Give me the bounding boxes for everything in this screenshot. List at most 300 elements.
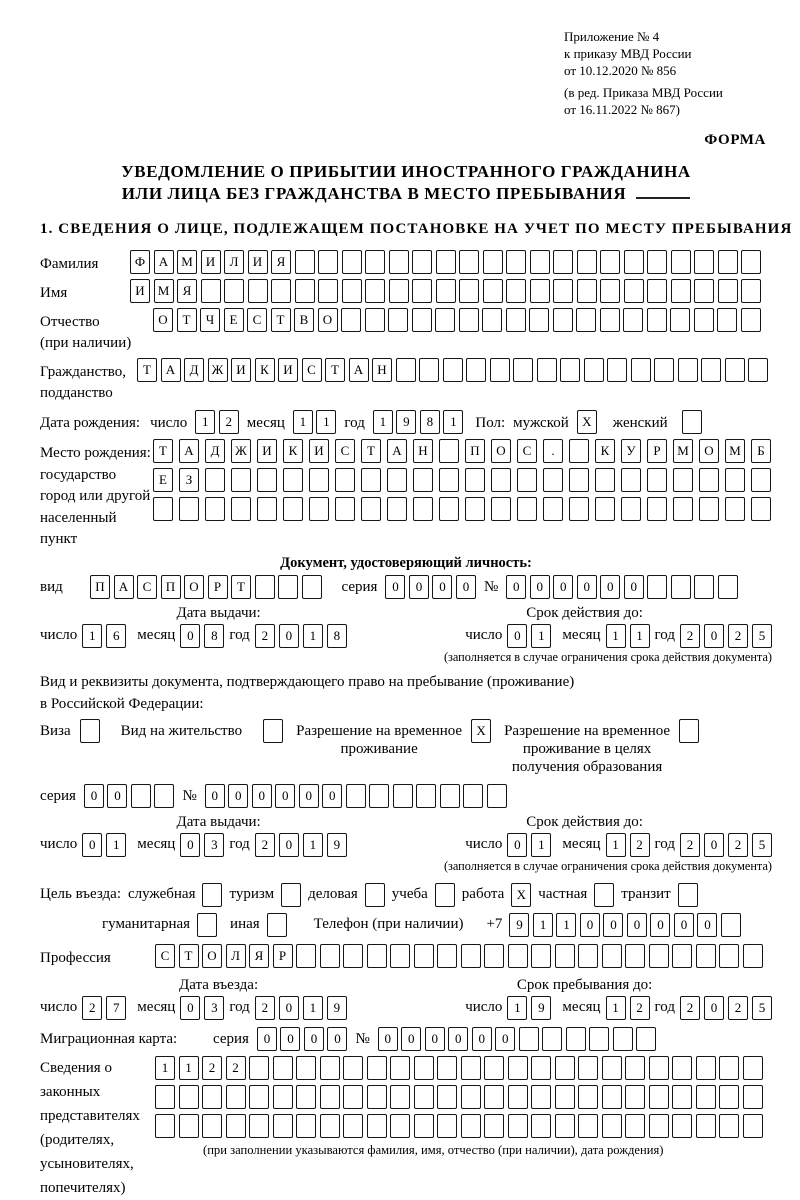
purpose-study-checkbox[interactable] [435, 883, 455, 907]
stay-day-box[interactable]: 9 [531, 996, 551, 1020]
legal-rep-char-box[interactable]: 1 [155, 1056, 175, 1080]
birth-place-char-box[interactable] [673, 497, 693, 521]
legal-rep-char-box[interactable] [743, 1085, 763, 1109]
profession-char-box[interactable]: Р [273, 944, 293, 968]
surname-char-box[interactable] [412, 250, 432, 274]
surname-char-box[interactable] [600, 250, 620, 274]
legal-rep-char-box[interactable] [320, 1114, 340, 1138]
res-number-box[interactable] [393, 784, 413, 808]
id-valid-year-box[interactable]: 2 [728, 624, 748, 648]
surname-char-box[interactable] [483, 250, 503, 274]
legal-rep-char-box[interactable] [390, 1114, 410, 1138]
name-char-box[interactable] [436, 279, 456, 303]
surname-char-box[interactable] [718, 250, 738, 274]
name-char-box[interactable] [459, 279, 479, 303]
birth-place-char-box[interactable]: К [595, 439, 615, 463]
res-valid-month-box[interactable]: 1 [606, 833, 626, 857]
birth-place-char-box[interactable] [439, 497, 459, 521]
birth-place-char-box[interactable] [751, 468, 771, 492]
citizenship-char-box[interactable] [396, 358, 416, 382]
patronymic-char-box[interactable]: О [318, 308, 338, 332]
legal-rep-char-box[interactable] [273, 1114, 293, 1138]
phone-digit-box[interactable]: 1 [533, 913, 553, 937]
legal-rep-char-box[interactable] [202, 1114, 222, 1138]
doc-number-box[interactable]: 0 [530, 575, 550, 599]
birth-place-char-box[interactable] [387, 497, 407, 521]
profession-char-box[interactable] [743, 944, 763, 968]
surname-char-box[interactable] [553, 250, 573, 274]
name-char-box[interactable] [718, 279, 738, 303]
legal-rep-char-box[interactable] [437, 1085, 457, 1109]
birth-place-char-box[interactable] [309, 497, 329, 521]
citizenship-char-box[interactable] [725, 358, 745, 382]
patronymic-char-box[interactable]: В [294, 308, 314, 332]
surname-char-box[interactable]: Ф [130, 250, 150, 274]
name-char-box[interactable] [365, 279, 385, 303]
birth-place-char-box[interactable]: С [517, 439, 537, 463]
profession-char-box[interactable] [625, 944, 645, 968]
mig-number-box[interactable] [636, 1027, 656, 1051]
entry-year-box[interactable]: 2 [255, 996, 275, 1020]
legal-rep-char-box[interactable] [296, 1085, 316, 1109]
birth-place-char-box[interactable] [231, 468, 251, 492]
surname-char-box[interactable] [342, 250, 362, 274]
res-issue-month-box[interactable]: 3 [204, 833, 224, 857]
mig-number-box[interactable]: 0 [378, 1027, 398, 1051]
id-valid-year-box[interactable]: 0 [704, 624, 724, 648]
citizenship-char-box[interactable]: И [278, 358, 298, 382]
profession-char-box[interactable] [461, 944, 481, 968]
legal-rep-char-box[interactable] [625, 1114, 645, 1138]
patronymic-char-box[interactable]: Т [271, 308, 291, 332]
profession-char-box[interactable] [367, 944, 387, 968]
purpose-tourism-checkbox[interactable] [281, 883, 301, 907]
birth-year-box[interactable]: 8 [420, 410, 440, 434]
surname-char-box[interactable] [647, 250, 667, 274]
entry-month-box[interactable]: 0 [180, 996, 200, 1020]
id-issue-year-box[interactable]: 2 [255, 624, 275, 648]
surname-char-box[interactable] [671, 250, 691, 274]
doc-type-char-box[interactable]: П [90, 575, 110, 599]
profession-char-box[interactable] [508, 944, 528, 968]
birth-place-char-box[interactable] [491, 468, 511, 492]
profession-char-box[interactable] [414, 944, 434, 968]
birth-place-char-box[interactable] [361, 497, 381, 521]
citizenship-char-box[interactable] [537, 358, 557, 382]
doc-type-char-box[interactable] [302, 575, 322, 599]
citizenship-char-box[interactable]: А [349, 358, 369, 382]
profession-char-box[interactable] [437, 944, 457, 968]
purpose-transit-checkbox[interactable] [678, 883, 698, 907]
legal-rep-char-box[interactable] [273, 1085, 293, 1109]
legal-rep-char-box[interactable]: 2 [202, 1056, 222, 1080]
legal-rep-char-box[interactable] [555, 1056, 575, 1080]
birth-place-char-box[interactable] [205, 468, 225, 492]
doc-number-box[interactable]: 0 [577, 575, 597, 599]
surname-char-box[interactable] [436, 250, 456, 274]
birth-place-char-box[interactable]: М [725, 439, 745, 463]
phone-digit-box[interactable]: 0 [650, 913, 670, 937]
birth-place-char-box[interactable]: И [309, 439, 329, 463]
legal-rep-char-box[interactable] [437, 1056, 457, 1080]
birth-place-char-box[interactable] [283, 468, 303, 492]
birth-place-char-box[interactable] [725, 468, 745, 492]
phone-digit-box[interactable]: 0 [580, 913, 600, 937]
birth-place-char-box[interactable]: Б [751, 439, 771, 463]
birth-place-char-box[interactable]: Д [205, 439, 225, 463]
profession-char-box[interactable]: О [202, 944, 222, 968]
birth-place-char-box[interactable] [699, 468, 719, 492]
birth-place-char-box[interactable] [309, 468, 329, 492]
profession-char-box[interactable] [602, 944, 622, 968]
surname-char-box[interactable] [365, 250, 385, 274]
patronymic-char-box[interactable] [576, 308, 596, 332]
patronymic-char-box[interactable] [647, 308, 667, 332]
birth-place-char-box[interactable] [257, 497, 277, 521]
legal-rep-char-box[interactable] [226, 1114, 246, 1138]
legal-rep-char-box[interactable] [343, 1114, 363, 1138]
doc-type-char-box[interactable]: П [161, 575, 181, 599]
name-char-box[interactable] [389, 279, 409, 303]
surname-char-box[interactable] [295, 250, 315, 274]
mig-number-box[interactable] [519, 1027, 539, 1051]
name-char-box[interactable] [694, 279, 714, 303]
legal-rep-char-box[interactable] [696, 1056, 716, 1080]
doc-number-box[interactable]: 0 [553, 575, 573, 599]
name-char-box[interactable]: И [130, 279, 150, 303]
surname-char-box[interactable]: И [248, 250, 268, 274]
profession-char-box[interactable] [531, 944, 551, 968]
patronymic-char-box[interactable] [365, 308, 385, 332]
birth-place-char-box[interactable] [283, 497, 303, 521]
legal-rep-char-box[interactable] [296, 1056, 316, 1080]
legal-rep-char-box[interactable] [484, 1085, 504, 1109]
legal-rep-char-box[interactable] [414, 1056, 434, 1080]
res-issue-month-box[interactable]: 0 [180, 833, 200, 857]
name-char-box[interactable] [224, 279, 244, 303]
stay-day-box[interactable]: 1 [507, 996, 527, 1020]
id-valid-day-box[interactable]: 0 [507, 624, 527, 648]
patronymic-char-box[interactable]: Е [224, 308, 244, 332]
legal-rep-char-box[interactable] [578, 1056, 598, 1080]
legal-rep-char-box[interactable] [602, 1056, 622, 1080]
birth-place-char-box[interactable] [673, 468, 693, 492]
legal-rep-char-box[interactable] [390, 1085, 410, 1109]
name-char-box[interactable] [483, 279, 503, 303]
patronymic-char-box[interactable] [341, 308, 361, 332]
legal-rep-char-box[interactable] [155, 1085, 175, 1109]
profession-char-box[interactable] [390, 944, 410, 968]
entry-year-box[interactable]: 9 [327, 996, 347, 1020]
mig-number-box[interactable] [589, 1027, 609, 1051]
male-checkbox[interactable]: X [577, 410, 597, 434]
profession-char-box[interactable] [578, 944, 598, 968]
legal-rep-char-box[interactable] [555, 1085, 575, 1109]
patronymic-char-box[interactable] [670, 308, 690, 332]
res-number-box[interactable]: 0 [299, 784, 319, 808]
legal-rep-char-box[interactable] [578, 1114, 598, 1138]
res-number-box[interactable] [369, 784, 389, 808]
res-valid-year-box[interactable]: 2 [728, 833, 748, 857]
legal-rep-char-box[interactable] [461, 1114, 481, 1138]
name-char-box[interactable] [624, 279, 644, 303]
doc-series-box[interactable]: 0 [409, 575, 429, 599]
legal-rep-char-box[interactable] [461, 1056, 481, 1080]
citizenship-char-box[interactable]: К [255, 358, 275, 382]
id-issue-month-box[interactable]: 0 [180, 624, 200, 648]
mig-number-box[interactable]: 0 [425, 1027, 445, 1051]
citizenship-char-box[interactable] [607, 358, 627, 382]
id-issue-day-box[interactable]: 6 [106, 624, 126, 648]
birth-place-char-box[interactable] [179, 497, 199, 521]
citizenship-char-box[interactable]: Н [372, 358, 392, 382]
patronymic-char-box[interactable] [412, 308, 432, 332]
legal-rep-char-box[interactable] [367, 1114, 387, 1138]
surname-char-box[interactable] [459, 250, 479, 274]
mig-series-box[interactable]: 0 [304, 1027, 324, 1051]
birth-day-box[interactable]: 1 [195, 410, 215, 434]
birth-place-char-box[interactable]: М [673, 439, 693, 463]
profession-char-box[interactable] [320, 944, 340, 968]
entry-year-box[interactable]: 1 [303, 996, 323, 1020]
birth-place-char-box[interactable] [491, 497, 511, 521]
profession-char-box[interactable] [696, 944, 716, 968]
name-char-box[interactable] [412, 279, 432, 303]
birth-place-char-box[interactable]: О [491, 439, 511, 463]
surname-char-box[interactable] [318, 250, 338, 274]
doc-number-box[interactable]: 0 [624, 575, 644, 599]
legal-rep-char-box[interactable] [249, 1114, 269, 1138]
birth-year-box[interactable]: 1 [443, 410, 463, 434]
citizenship-char-box[interactable] [466, 358, 486, 382]
name-char-box[interactable] [553, 279, 573, 303]
birth-place-char-box[interactable]: Р [647, 439, 667, 463]
phone-digit-box[interactable] [721, 913, 741, 937]
profession-char-box[interactable] [672, 944, 692, 968]
mig-number-box[interactable]: 0 [401, 1027, 421, 1051]
legal-rep-char-box[interactable] [508, 1114, 528, 1138]
birth-place-char-box[interactable] [335, 497, 355, 521]
legal-rep-char-box[interactable] [414, 1085, 434, 1109]
patronymic-char-box[interactable]: О [153, 308, 173, 332]
citizenship-char-box[interactable]: Ж [208, 358, 228, 382]
birth-place-char-box[interactable] [439, 468, 459, 492]
legal-rep-char-box[interactable] [226, 1085, 246, 1109]
birth-place-char-box[interactable]: С [335, 439, 355, 463]
phone-digit-box[interactable]: 1 [556, 913, 576, 937]
mig-number-box[interactable] [566, 1027, 586, 1051]
purpose-private-checkbox[interactable] [594, 883, 614, 907]
res-valid-day-box[interactable]: 1 [531, 833, 551, 857]
birth-place-char-box[interactable] [543, 468, 563, 492]
res-series-box[interactable]: 0 [84, 784, 104, 808]
purpose-humanitarian-checkbox[interactable] [197, 913, 217, 937]
profession-char-box[interactable] [649, 944, 669, 968]
birth-place-char-box[interactable] [595, 468, 615, 492]
doc-type-char-box[interactable] [255, 575, 275, 599]
phone-digit-box[interactable]: 9 [509, 913, 529, 937]
surname-char-box[interactable]: М [177, 250, 197, 274]
res-number-box[interactable]: 0 [228, 784, 248, 808]
legal-rep-char-box[interactable] [743, 1056, 763, 1080]
stay-year-box[interactable]: 5 [752, 996, 772, 1020]
surname-char-box[interactable]: Я [271, 250, 291, 274]
birth-place-char-box[interactable] [647, 497, 667, 521]
patronymic-char-box[interactable] [600, 308, 620, 332]
legal-rep-char-box[interactable] [296, 1114, 316, 1138]
birth-place-char-box[interactable] [257, 468, 277, 492]
legal-rep-char-box[interactable] [367, 1085, 387, 1109]
patronymic-char-box[interactable] [482, 308, 502, 332]
citizenship-char-box[interactable] [560, 358, 580, 382]
legal-rep-char-box[interactable] [602, 1085, 622, 1109]
female-checkbox[interactable] [682, 410, 702, 434]
surname-char-box[interactable] [694, 250, 714, 274]
surname-char-box[interactable]: Л [224, 250, 244, 274]
birth-place-char-box[interactable] [205, 497, 225, 521]
birth-place-char-box[interactable]: . [543, 439, 563, 463]
citizenship-char-box[interactable] [490, 358, 510, 382]
legal-rep-char-box[interactable] [249, 1056, 269, 1080]
profession-char-box[interactable]: Я [249, 944, 269, 968]
surname-char-box[interactable] [624, 250, 644, 274]
birth-place-char-box[interactable] [413, 497, 433, 521]
patronymic-char-box[interactable] [529, 308, 549, 332]
legal-rep-char-box[interactable] [743, 1114, 763, 1138]
entry-day-box[interactable]: 7 [106, 996, 126, 1020]
legal-rep-char-box[interactable] [649, 1056, 669, 1080]
id-valid-day-box[interactable]: 1 [531, 624, 551, 648]
birth-place-char-box[interactable] [517, 497, 537, 521]
legal-rep-char-box[interactable] [367, 1056, 387, 1080]
res-number-box[interactable]: 0 [252, 784, 272, 808]
mig-number-box[interactable]: 0 [495, 1027, 515, 1051]
surname-char-box[interactable]: А [154, 250, 174, 274]
legal-rep-char-box[interactable] [273, 1056, 293, 1080]
patronymic-char-box[interactable] [741, 308, 761, 332]
res-valid-day-box[interactable]: 0 [507, 833, 527, 857]
birth-place-char-box[interactable] [465, 497, 485, 521]
birth-place-char-box[interactable]: И [257, 439, 277, 463]
mig-series-box[interactable]: 0 [280, 1027, 300, 1051]
visa-checkbox[interactable] [80, 719, 100, 743]
legal-rep-char-box[interactable] [320, 1056, 340, 1080]
res-issue-day-box[interactable]: 1 [106, 833, 126, 857]
citizenship-char-box[interactable] [654, 358, 674, 382]
birth-place-char-box[interactable] [335, 468, 355, 492]
birth-place-char-box[interactable]: К [283, 439, 303, 463]
id-valid-year-box[interactable]: 2 [680, 624, 700, 648]
name-char-box[interactable] [600, 279, 620, 303]
name-char-box[interactable]: Я [177, 279, 197, 303]
entry-day-box[interactable]: 2 [82, 996, 102, 1020]
legal-rep-char-box[interactable] [649, 1114, 669, 1138]
birth-place-char-box[interactable] [569, 439, 589, 463]
birth-year-box[interactable]: 9 [396, 410, 416, 434]
residence-permit-checkbox[interactable] [263, 719, 283, 743]
citizenship-char-box[interactable]: Т [137, 358, 157, 382]
res-valid-year-box[interactable]: 0 [704, 833, 724, 857]
birth-place-char-box[interactable]: Н [413, 439, 433, 463]
stay-month-box[interactable]: 2 [630, 996, 650, 1020]
res-number-box[interactable] [416, 784, 436, 808]
patronymic-char-box[interactable] [506, 308, 526, 332]
phone-digit-box[interactable]: 0 [603, 913, 623, 937]
id-issue-year-box[interactable]: 8 [327, 624, 347, 648]
doc-type-char-box[interactable]: О [184, 575, 204, 599]
legal-rep-char-box[interactable] [602, 1114, 622, 1138]
legal-rep-char-box[interactable] [696, 1114, 716, 1138]
name-char-box[interactable] [506, 279, 526, 303]
birth-place-char-box[interactable] [621, 468, 641, 492]
birth-place-char-box[interactable]: П [465, 439, 485, 463]
surname-char-box[interactable] [389, 250, 409, 274]
res-number-box[interactable]: 0 [275, 784, 295, 808]
birth-place-char-box[interactable] [413, 468, 433, 492]
profession-char-box[interactable]: Т [179, 944, 199, 968]
legal-rep-char-box[interactable] [179, 1085, 199, 1109]
legal-rep-char-box[interactable] [672, 1085, 692, 1109]
profession-char-box[interactable] [719, 944, 739, 968]
name-char-box[interactable] [248, 279, 268, 303]
birth-month-box[interactable]: 1 [293, 410, 313, 434]
birth-place-char-box[interactable]: Т [361, 439, 381, 463]
legal-rep-char-box[interactable] [719, 1056, 739, 1080]
surname-char-box[interactable]: И [201, 250, 221, 274]
temp-residence-checkbox[interactable]: X [471, 719, 491, 743]
res-series-box[interactable] [154, 784, 174, 808]
citizenship-char-box[interactable]: С [302, 358, 322, 382]
birth-place-char-box[interactable]: Е [153, 468, 173, 492]
citizenship-char-box[interactable]: А [161, 358, 181, 382]
entry-year-box[interactable]: 0 [279, 996, 299, 1020]
phone-digit-box[interactable]: 0 [627, 913, 647, 937]
name-char-box[interactable] [741, 279, 761, 303]
legal-rep-char-box[interactable] [343, 1056, 363, 1080]
citizenship-char-box[interactable] [631, 358, 651, 382]
doc-series-box[interactable]: 0 [432, 575, 452, 599]
mig-number-box[interactable]: 0 [472, 1027, 492, 1051]
patronymic-char-box[interactable] [553, 308, 573, 332]
birth-place-char-box[interactable] [361, 468, 381, 492]
birth-place-char-box[interactable] [569, 497, 589, 521]
patronymic-char-box[interactable] [694, 308, 714, 332]
legal-rep-char-box[interactable] [719, 1114, 739, 1138]
patronymic-char-box[interactable]: С [247, 308, 267, 332]
legal-rep-char-box[interactable] [625, 1056, 645, 1080]
birth-place-char-box[interactable] [153, 497, 173, 521]
legal-rep-char-box[interactable] [531, 1085, 551, 1109]
doc-number-box[interactable] [671, 575, 691, 599]
profession-char-box[interactable] [484, 944, 504, 968]
legal-rep-char-box[interactable] [390, 1056, 410, 1080]
doc-type-char-box[interactable]: Р [208, 575, 228, 599]
name-char-box[interactable] [201, 279, 221, 303]
doc-number-box[interactable]: 0 [600, 575, 620, 599]
citizenship-char-box[interactable] [419, 358, 439, 382]
res-valid-year-box[interactable]: 2 [680, 833, 700, 857]
legal-rep-char-box[interactable] [531, 1114, 551, 1138]
legal-rep-char-box[interactable] [320, 1085, 340, 1109]
birth-place-char-box[interactable] [543, 497, 563, 521]
name-char-box[interactable]: М [154, 279, 174, 303]
legal-rep-char-box[interactable] [202, 1085, 222, 1109]
stay-year-box[interactable]: 0 [704, 996, 724, 1020]
res-number-box[interactable] [487, 784, 507, 808]
legal-rep-char-box[interactable] [179, 1114, 199, 1138]
citizenship-char-box[interactable] [443, 358, 463, 382]
legal-rep-char-box[interactable] [437, 1114, 457, 1138]
